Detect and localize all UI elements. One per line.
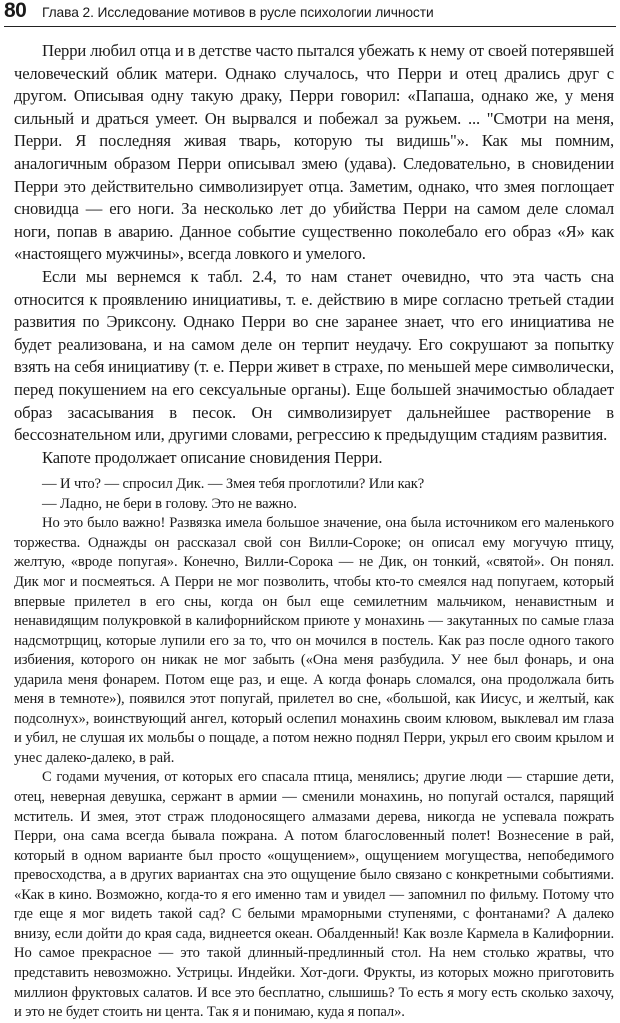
paragraph: Перри любил отца и в детстве часто пытался убежать к нему от своей потерявшей человеческий облик матери. Однако случалось, что Перри и отец дрались друг с другом. Описывая одну такую драку, Перри говорил: «Папаша, однако же, у меня сильный и драться умеет. Он вырвался и побежал за ружьем. ... "Смотри на меня, Перри. Я последняя живая тварь, которую ты видишь"». Как мы помним, аналогичным образом Перри описывал змею (удава). Следовательно, в сновидении Перри это действительно символизирует отца. Заметим, однако, что змея поглощает сновидца — его ноги. За несколько лет до убийства Перри на самом деле сломал ноги, попав в аварию. Данное событие существенно поколебало его образ «Я» как «настоящего мужчины», всегда ловкого и умелого. xyxy=(14,41,614,264)
chapter-title: Глава 2. Исследование мотивов в русле психологии личности xyxy=(42,5,434,20)
quoted-excerpt xyxy=(14,475,614,1022)
running-head xyxy=(4,2,616,27)
main-text xyxy=(14,40,614,469)
quote-paragraph: Но это было важно! Развязка имела большое значение, она была источником его маленького торжества. Однажды он рассказал свой сон Вилли-Сороке; он описал ему могучую птицу, желтую, «вроде попугая». Конечно, Вилли-Сорока — не Дик, он тонкий, «святой». Он понял. Дик мог и посмеяться. А Перри не мог позволить, чтобы кто-то смеялся над попугаем, который впервые прилетел в его сны, когда он был еще семилетним мальчиком, ненавистным и ненавидящим полукровкой в калифорнийском приюте у монахинь — закутанных по самые глаза надсмотрщиц, которые лупили его за то, что он мочился в постель. Как раз после одного такого избиения, которого он никак не мог забыть («Она меня разбудила. У нее был фонарь, и она ударила меня фонарем. Потом еще раз, и еще. А когда фонарь сломался, она продолжала бить меня в темноте»), появился этот попугай, прилетел во сне, «большой, как Иисус, и желтый, как подсолнух», воинствующий ангел, который ослепил монахинь своим клювом, выклевал им глаза и убил, не слушая их мольбы о пощаде, а потом нежно поднял Перри, укрыл его своим крылом и унес далеко-далеко, в рай. xyxy=(14,515,614,766)
quote-line: — Ладно, не бери в голову. Это не важно. xyxy=(42,495,297,512)
quote-line: — И что? — спросил Дик. — Змея тебя проглотили? Или как? xyxy=(42,476,425,493)
paragraph: Если мы вернемся к табл. 2.4, то нам станет очевидно, что эта часть сна относится к проявлению инициативы, т. е. действию в мире согласно третьей стадии развития по Эриксону. Однако Перри во сне заранее знает, что его инициатива не будет реализована, и на самом деле он терпит неудачу. Его сокрушают за попытку взять на себя инициативу (т. е. Перри живет в страхе, по меньшей мере символически, перед покушением на его сексуальные органы). Еще большей значимостью обладает образ засасывания в песок. Он символизирует дальнейшее растворение в бессознательном или, другими словами, регрессию к предыдущим стадиям развития. xyxy=(14,266,614,445)
paragraph: Капоте продолжает описание сновидения Перри. xyxy=(42,447,383,467)
quote-paragraph: С годами мучения, от которых его спасала птица, менялись; другие люди — старшие дети, отец, неверная девушка, сержант в армии — сменили монахинь, но попугай остался, парящий мститель. И змея, этот страж плодоносящего алмазами дерева, никогда не успевала пожрать Перри, она сама всегда бывала пожрана. А потом благословенный полет! Вознесение в рай, который в одном варианте был просто «ощущением», ощущением могущества, непобедимого превосходства, а в других вариантах сна это ощущение было связано с конкретными событиями. «Как в кино. Возможно, когда-то я его именно там и увидел — запомнил по фильму. Потому что где еще я мог видеть такой сад? С белыми мраморными ступенями, с фонтанами? А далеко внизу, если дойти до края сада, виднеется океан. Обалденный! Как возле Кармела в Калифорнии. Но самое прекрасное — это такой длинный-предлинный стол. На нем столько жратвы, что представить невозможно. Устрицы. Индейки. Хот-доги. Фрукты, из которых можно приготовить миллион фруктовых салатов. И все это бесплатно, слышишь? То есть я могу есть сколько захочу, и это не будет стоить ни цента. Так я и понимаю, куда я попал». xyxy=(14,769,614,1021)
page-body xyxy=(14,40,614,1023)
page-number: 80 xyxy=(4,0,27,22)
